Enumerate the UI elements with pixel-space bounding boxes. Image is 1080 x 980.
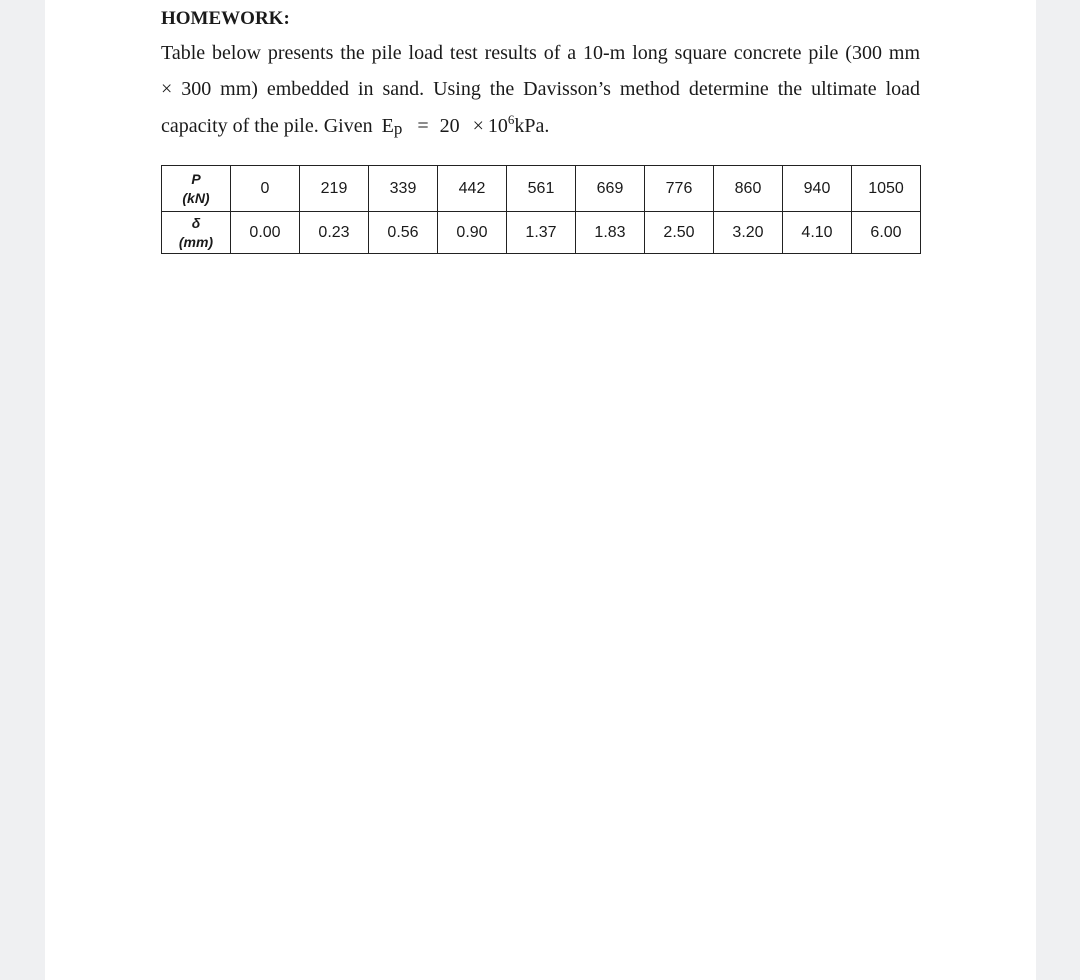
table-cell: 776 <box>645 166 714 212</box>
ep-unit: kPa. <box>514 115 550 137</box>
table-cell: 3.20 <box>714 212 783 254</box>
settlement-unit: (mm) <box>178 233 214 250</box>
table-cell: 442 <box>438 166 507 212</box>
table-cell: 0.23 <box>300 212 369 254</box>
document-page <box>45 0 1036 980</box>
table-cell: 669 <box>576 166 645 212</box>
settlement-row-header <box>162 212 231 254</box>
ep-base: 10 <box>487 115 508 137</box>
problem-text-line-2: × 300 mm) embedded in sand. Using the Davisson’s method determine the ultimate load <box>161 78 920 100</box>
table-cell: 1.37 <box>507 212 576 254</box>
table-cell: 6.00 <box>852 212 921 254</box>
ep-subscript: p <box>393 119 403 138</box>
table-cell: 339 <box>369 166 438 212</box>
ep-coefficient: 20 <box>439 115 460 137</box>
table-cell: 4.10 <box>783 212 852 254</box>
table-row-load <box>162 166 921 212</box>
table-cell: 2.50 <box>645 212 714 254</box>
equals-sign: = <box>417 115 429 137</box>
load-unit: (kN) <box>182 189 210 206</box>
table-cell: 0.00 <box>231 212 300 254</box>
table-cell: 1.83 <box>576 212 645 254</box>
table-cell: 0.90 <box>438 212 507 254</box>
given-text: capacity of the pile. Given <box>161 115 373 137</box>
pile-load-test-table <box>161 165 921 254</box>
load-row-header <box>162 166 231 212</box>
homework-heading: HOMEWORK: <box>161 8 290 29</box>
table-cell: 219 <box>300 166 369 212</box>
times-sign: × <box>472 115 484 137</box>
table-row-settlement <box>162 212 921 254</box>
table-cell: 561 <box>507 166 576 212</box>
load-symbol: P <box>191 170 201 187</box>
ep-symbol: $E_p$ <box>381 115 403 138</box>
ep-exponent: 6 <box>507 112 515 127</box>
problem-text-line-1: Table below presents the pile load test results of a 10-m long square concrete pile (300 mm <box>161 42 920 64</box>
settlement-symbol: δ <box>191 214 201 231</box>
table-cell: 1050 <box>852 166 921 212</box>
table-cell: 0 <box>231 166 300 212</box>
table-cell: 0.56 <box>369 212 438 254</box>
table-cell: 860 <box>714 166 783 212</box>
table-cell: 940 <box>783 166 852 212</box>
problem-text-line-3 <box>161 112 550 138</box>
